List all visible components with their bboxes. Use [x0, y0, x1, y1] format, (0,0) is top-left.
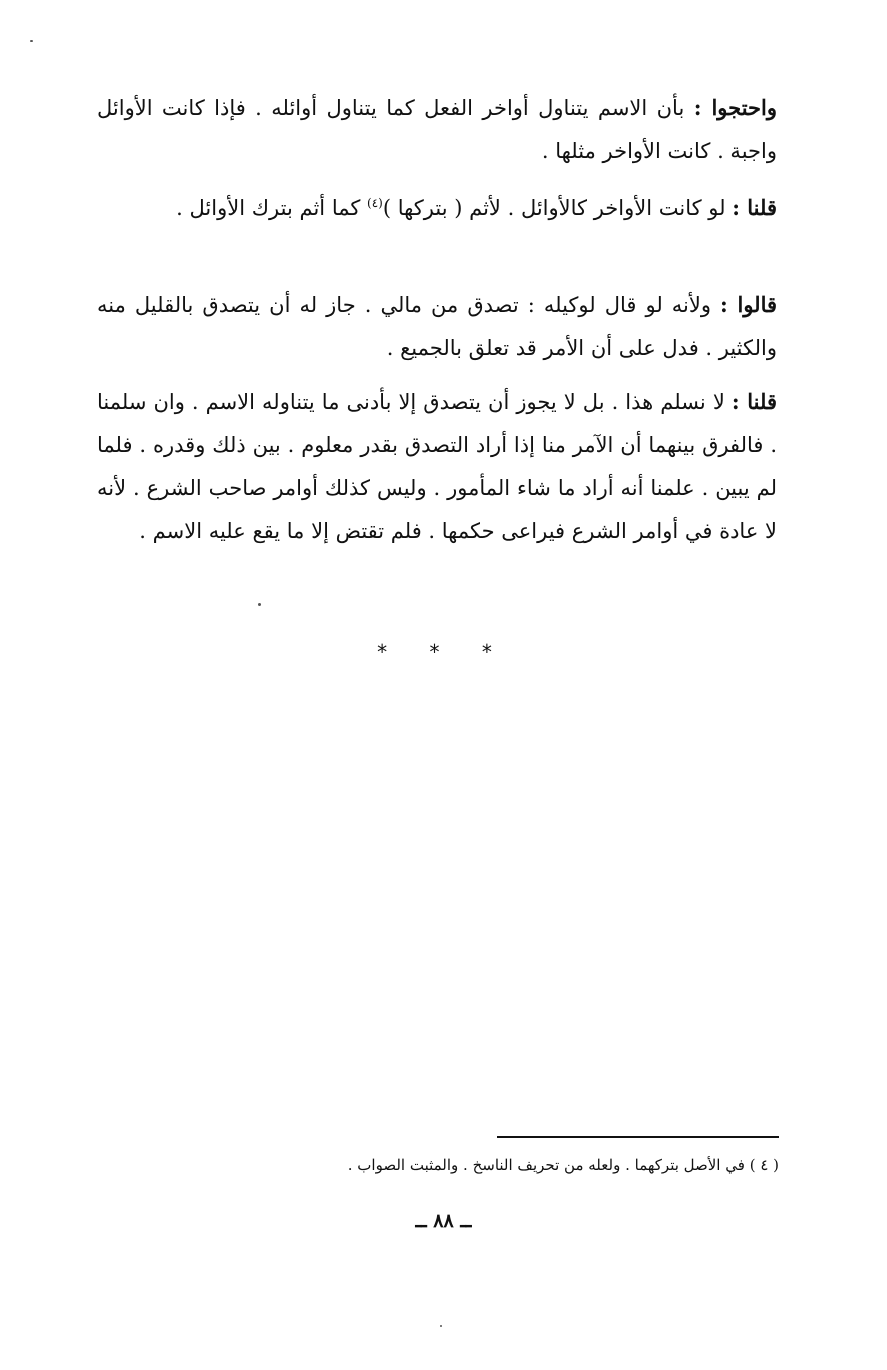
paragraph-text: لا نسلم هذا . بل لا يجوز أن يتصدق إلا بأدنى ما يتناوله الاسم . وان سلمنا . فالفرق بينهما أن الآمر منا إذا أراد التصدق بقدر معلوم . بين ذلك وقدره . فلما لم يبين . علمنا أنه أراد ما شاء المأمور . وليس كذلك أوامر صاحب الشرع . لأنه لا عادة في أوامر الشرع فيراعى حكمها . فلم تقتض إلا ما يقع عليه الاسم .: [97, 390, 777, 543]
paragraph-text: بأن الاسم يتناول أواخر الفعل كما يتناول أوائله . فإذا كانت الأوائل واجبة . كانت الأواخر مثلها .: [97, 96, 777, 163]
page-number: ــ ٨٨ ــ: [415, 1210, 472, 1232]
paragraph-text: كما أثم بترك الأوائل .: [176, 196, 368, 220]
paragraph-lead: قلنا :: [731, 389, 777, 414]
paragraph-2: [97, 186, 777, 230]
scan-speck: [258, 603, 261, 606]
footnote: ( ٤ ) في الأصل بتركهما . ولعله من تحريف الناسخ . والمثبت الصواب .: [347, 1156, 779, 1174]
section-separator: * * *: [377, 640, 510, 664]
scan-speck: [440, 1325, 442, 1327]
paragraph-text: ولأنه لو قال لوكيله : تصدق من مالي . جاز له أن يتصدق بالقليل منه والكثير . فدل على أن الأمر قد تعلق بالجميع .: [97, 293, 777, 360]
paragraph-4: [97, 380, 777, 553]
footnote-divider: [497, 1136, 779, 1138]
paragraph-lead: واحتجوا :: [693, 95, 777, 120]
footnote-reference: (٤): [367, 196, 383, 210]
paragraph-lead: قلنا :: [732, 195, 777, 220]
scan-speck: [30, 40, 33, 42]
paragraph-text: لو كانت الأواخر كالأوائل . لأثم ( بتركها ): [382, 196, 733, 220]
paragraph-1: [97, 86, 777, 173]
paragraph-lead: قالوا :: [720, 292, 778, 317]
paragraph-3: [97, 283, 777, 370]
